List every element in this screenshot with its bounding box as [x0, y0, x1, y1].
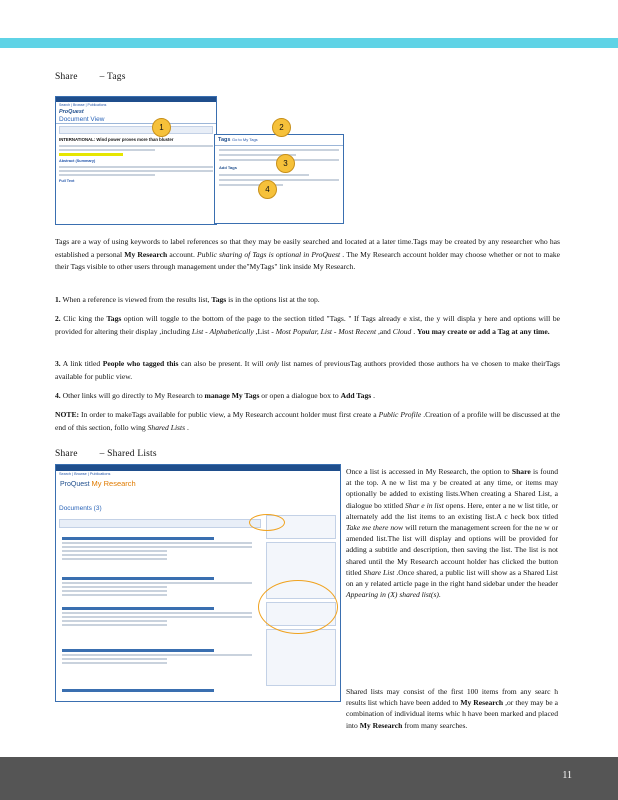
- page-number: 11: [562, 770, 572, 781]
- footer-band: [0, 757, 618, 800]
- article-title: INTERNATIONAL: Wind power proves more than bluster: [59, 137, 174, 142]
- share-button-highlight: [249, 514, 285, 531]
- tags-step-1: 1. When a reference is viewed from the results list, Tags is in the options list at the top.: [55, 295, 320, 304]
- add-tags-link: Add Tags: [219, 165, 237, 170]
- tags-shared-lists-highlight: [258, 580, 338, 634]
- tags-step-4: 4. Other links will go directly to My Research to manage My Tags or open a dialogue box to Add Tags .: [55, 391, 376, 400]
- callout-3: 3: [276, 154, 295, 173]
- documents-count: Documents (3): [59, 505, 102, 512]
- tags-step-2: 2. Clic king the Tags option will toggle to the bottom of the page to the section titled "Tags. " If Tags already e xist, the y will displa y here and options will be provided for altering their display ,including List - Alphabetically ,List - Most Popular, List - Most Recent ,and Cloud . You may create or add a Tag at any time.: [55, 314, 560, 336]
- document-toolbar: [59, 126, 213, 134]
- tags-intro-paragraph: Tags are a way of using keywords to label references so that they may be easily searched and located at a later time.Tags may be created by any researcher who has established a personal My Research account. Public sharing of Tags is optional in ProQuest . The My Research account holder may choose whether or not to make their Tags visible to other users through management under the"MyTags" link inside My Research.: [55, 237, 560, 272]
- document-view-title: Document View: [56, 116, 216, 124]
- callout-2: 2: [272, 118, 291, 137]
- my-research-toolbar: [59, 519, 261, 528]
- callout-4: 4: [258, 180, 277, 199]
- document-view-screenshot: Search | Browse | Publications ProQuest Document View INTERNATIONAL: Wind power proves more than bluster Abstract (Summary) Full Text: [55, 96, 217, 225]
- section-heading-share-tags: Share – Tags: [55, 72, 126, 82]
- shared-lists-paragraph-2: Shared lists may consist of the first 100 items from any searc h results list which have been added to My Research ,or they may be a combination of individual items whic h have been marked and placed into My Research from many searches.: [346, 687, 558, 730]
- tags-panel-screenshot: Tags Go to My Tags Add Tags: [214, 134, 344, 224]
- my-research-screenshot: Search | Browse | Publications ProQuest My Research Documents (3): [55, 464, 341, 702]
- tags-step-3: 3. A link titled People who tagged this can also be present. It will only list names of previousTag authors provided those authors ha ve chosen to make theirTags available for public view.: [55, 359, 560, 381]
- full-text-heading: Full Text: [59, 179, 75, 183]
- section-heading-share-shared-lists: Share – Shared Lists: [55, 449, 157, 459]
- my-research-brand: ProQuest My Research: [60, 479, 136, 488]
- proquest-logo: ProQuest: [59, 109, 84, 115]
- shared-lists-paragraph-1: Once a list is accessed in My Research, the option to Share is found at the top. A ne w list ma y be created at any time, or items may optionally be added to existing lists.When creating a Shared List, a dialogue bo xtitled Shar e in list opens. Here, enter a ne w list title, or alternately add the list items to an existing list.A c heck box titled Take me there now will return the management screen for the ne w or amended list.The list will display and options will be provided for adding a subtitle and description, then saving the list. The list is not shared until the My Research account holder has clicked the button titled Share List .Once shared, a public list will show as a Shared List on an y related article page in the right hand sidebar under the header Appearing in (X) shared list(s).: [346, 467, 559, 600]
- callout-1: 1: [152, 118, 171, 137]
- top-accent-band: [0, 38, 618, 48]
- tags-note: NOTE: In order to makeTags available for public view, a My Research account holder must first create a Public Profile .Creation of a profile will be discussed at the end of this section, follo wing Shared Lists .: [55, 410, 561, 432]
- abstract-heading: Abstract (Summary): [59, 159, 96, 163]
